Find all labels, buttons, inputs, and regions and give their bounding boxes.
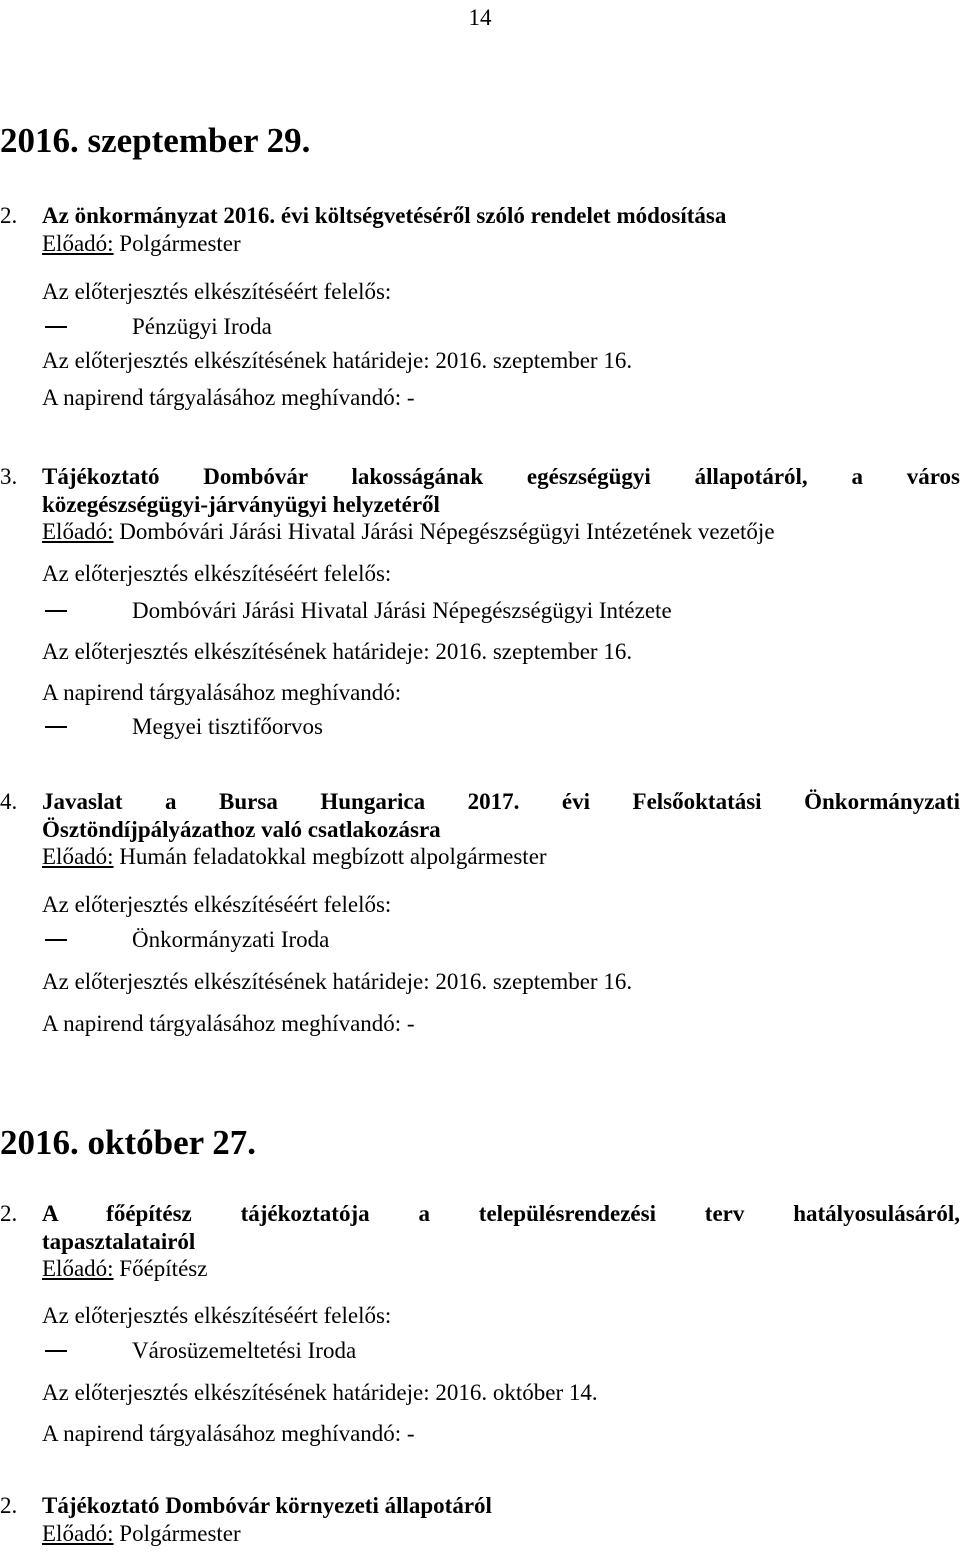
responsible-label: Az előterjesztés elkészítéséért felelős: — [42, 560, 392, 586]
presenter-line — [42, 843, 960, 871]
item-title-text: A főépítész tájékoztatója a településrendezési terv hatályosulásáról, — [42, 1201, 960, 1226]
invitee-line — [42, 713, 960, 741]
agenda-item — [0, 202, 960, 412]
agenda-item — [0, 1492, 960, 1547]
responsible: Városüzemeltetési Iroda — [132, 1338, 357, 1364]
presenter-label: Előadó: — [42, 230, 114, 256]
responsible: Pénzügyi Iroda — [132, 313, 272, 339]
responsible: Önkormányzati Iroda — [132, 927, 330, 953]
dash-bullet — [45, 326, 67, 328]
dash-bullet — [45, 726, 67, 728]
agenda-item — [0, 788, 960, 1037]
page-number: 14 — [468, 5, 492, 30]
item-title-continued: tapasztalatairól — [42, 1228, 196, 1254]
presenter-label: Előadó: — [42, 1256, 114, 1282]
presenter: Humán feladatokkal megbízott alpolgármester — [113, 844, 547, 870]
agenda-item — [0, 1200, 960, 1447]
responsible-line — [42, 926, 960, 954]
item-title — [0, 788, 960, 816]
dash-bullet — [45, 1350, 67, 1352]
responsible-line — [42, 313, 960, 341]
item-number: 2. — [0, 1493, 18, 1518]
item-title — [0, 202, 960, 230]
item-number: 2. — [0, 203, 18, 228]
item-number: 2. — [0, 1201, 18, 1226]
item-title-text: Az önkormányzat 2016. évi költségvetéséről szóló rendelet módosítása — [42, 203, 727, 228]
presenter: Polgármester — [113, 230, 241, 256]
item-title — [0, 1492, 960, 1520]
responsible-line — [42, 597, 960, 625]
presenter-line — [42, 1520, 960, 1548]
presenter-label: Előadó: — [42, 844, 114, 870]
presenter-line — [42, 518, 960, 546]
responsible: Dombóvári Járási Hivatal Járási Népegészségügyi Intézete — [132, 598, 672, 624]
item-title — [0, 1200, 960, 1228]
responsible-label: Az előterjesztés elkészítéséért felelős: — [42, 279, 392, 305]
item-title-continued: Ösztöndíjpályázathoz való csatlakozásra — [42, 816, 441, 842]
invitees: A napirend tárgyalásához meghívandó: - — [42, 1010, 415, 1036]
presenter-label: Előadó: — [42, 1520, 114, 1546]
invitees: A napirend tárgyalásához meghívandó: - — [42, 1420, 415, 1446]
section-date: 2016. szeptember 29. — [0, 121, 311, 160]
presenter: Dombóvári Járási Hivatal Járási Népegészségügyi Intézetének vezetője — [113, 519, 775, 545]
deadline: Az előterjesztés elkészítésének határideje: 2016. október 14. — [42, 1379, 598, 1405]
invitees: A napirend tárgyalásához meghívandó: - — [42, 384, 415, 410]
item-title — [0, 463, 960, 491]
item-title-text: Tájékoztató Dombóvár lakosságának egészségügyi állapotáról, a város — [42, 464, 960, 489]
invitee: Megyei tisztifőorvos — [132, 714, 323, 740]
dash-bullet — [45, 939, 67, 941]
deadline: Az előterjesztés elkészítésének határideje: 2016. szeptember 16. — [42, 348, 633, 374]
presenter-line — [42, 230, 960, 258]
item-title-text: Javaslat a Bursa Hungarica 2017. évi Felsőoktatási Önkormányzati — [42, 789, 960, 814]
responsible-label: Az előterjesztés elkészítéséért felelős: — [42, 1302, 392, 1328]
responsible-label: Az előterjesztés elkészítéséért felelős: — [42, 891, 392, 917]
item-number: 3. — [0, 464, 18, 489]
deadline: Az előterjesztés elkészítésének határideje: 2016. szeptember 16. — [42, 968, 633, 994]
dash-bullet — [45, 610, 67, 612]
presenter-label: Előadó: — [42, 519, 114, 545]
section-date: 2016. október 27. — [0, 1123, 257, 1162]
responsible-line — [42, 1337, 960, 1365]
presenter: Polgármester — [113, 1520, 241, 1546]
item-title-text: Tájékoztató Dombóvár környezeti állapotáról — [42, 1493, 492, 1518]
item-title-continued: közegészségügyi-járványügyi helyzetéről — [42, 491, 440, 517]
presenter-line — [42, 1255, 960, 1283]
item-number: 4. — [0, 789, 18, 814]
presenter: Főépítész — [113, 1256, 208, 1282]
deadline: Az előterjesztés elkészítésének határideje: 2016. szeptember 16. — [42, 638, 633, 664]
invitees: A napirend tárgyalásához meghívandó: — [42, 679, 402, 705]
agenda-item — [0, 463, 960, 741]
